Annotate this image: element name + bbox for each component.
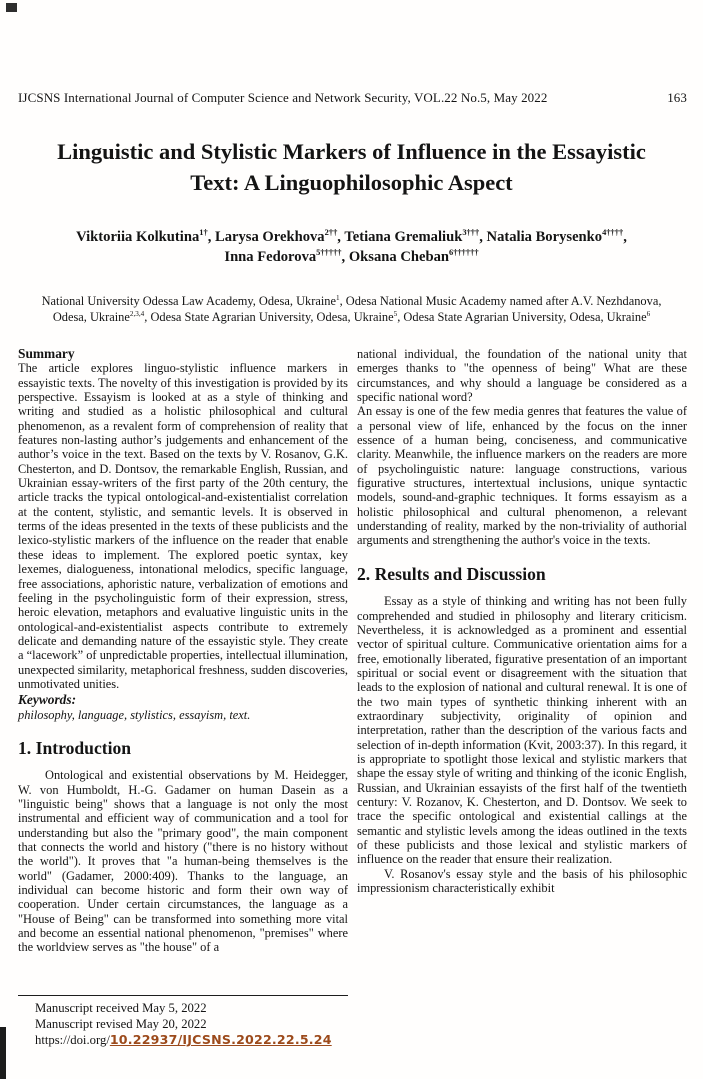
paragraph: An essay is one of the few media genres that features the value of a personal view of life, enhanced by the focus on the inner essence of a human being, conciseness, and communicative clarity. Meanwhile, the influence markers on the readers are more of psycholinguistic nature: language constructions, various figurative structures, intertextual inclusions, unique syntactic models, sound-and-graphic techniques. It forms essayism as a holistic philosophical and cultural phenomenon, a relevant understanding of reality, marked by the non-triviality of authorial arguments and strengthening the author's voice in the texts.	[357, 404, 687, 548]
right-column-top	[357, 347, 687, 548]
manuscript-revised-line: Manuscript revised May 20, 2022	[35, 1016, 207, 1031]
paper-title: Linguistic and Stylistic Markers of Influence in the Essayistic Text: A Linguophilosophic Aspect	[57, 139, 646, 196]
journal-header-line: IJCSNS International Journal of Computer Science and Network Security, VOL.22 No.5, May 2022	[18, 90, 548, 105]
section-heading-introduction: 1. Introduction	[18, 737, 132, 758]
doi-line	[18, 1032, 348, 1049]
manuscript-received-line: Manuscript received May 5, 2022	[35, 1001, 207, 1016]
paragraph: V. Rosanov's essay style and the basis of his philosophic impressionism characteristically exhibit	[357, 866, 687, 896]
keywords-text: philosophy, language, stylistics, essayism, text.	[18, 707, 251, 722]
affiliations: National University Odessa Law Academy, Odesa, Ukraine$^1$, Odesa National Music Academy named after A.V. Nezhdanova, Odesa, Ukraine$^{2,3,4}$, Odesa State Agrarian University, Odesa, Ukraine$^5$, Odesa State Agrarian University, Odesa, Ukraine$^6$	[41, 293, 662, 325]
right-column-bottom	[357, 594, 687, 895]
paragraph: Essay as a style of thinking and writing has not been fully comprehended and studied in philosophy and literary criticism. Nevertheless, it is acknowledged as a prominent and essential vector of spiritual culture. Communicative orientation aims for a free, emotionally liberated, figurative presentation of an important spiritual or social event or disagreement with the situation that leads to the explosion of national and cultural renewal. It is one of the two main types of synthetic thinking inherent with an extraordinary subjectivity, originality of opinion and interpretation, rather than the description of the various facts and selection of in-depth information (Kvit, 2003:37). In this regard, it is appropriate to spotlight those lexical and stylistic markers that shape the essay style of writing and thinking of the iconic English, Russian, and Ukrainian essayists of the first half of the twentieth century: V. Rozanov, K. Chesterton, and D. Dontsov. We seek to trace the specific ontological and existential callings at the semantic and stylistic levels among the ideas outlined in the texts of these publicists and those lexical and stylistic markers of influence on the reader that ensure their realization.	[357, 594, 687, 867]
footnote-divider	[18, 995, 348, 996]
paragraph: national individual, the foundation of the national unity that emerges thanks to "the openness of being" What are these circumstances, and why should a language be considered as a specific national word?	[357, 347, 687, 405]
authors-line-2: Inna Fedorova$^{5\dagger\dagger\dagger\dagger\dagger}$, Oksana Cheban$^{6\dagger\dagger\dagger\dagger\dagger\dagger}$	[224, 247, 479, 266]
left-column	[18, 347, 348, 1079]
page-number: 163	[667, 90, 687, 105]
doi-prefix: https://doi.org/	[35, 1033, 110, 1048]
summary-heading: Summary	[18, 346, 75, 361]
introduction-paragraph: Ontological and existential observations by M. Heidegger, W. von Humboldt, H.-G. Gadamer on human Dasein as a "linguistic being" shows that a language is not only the most instrumental and efficient way of communication and a tool for understanding but also the "primary good", the main component that connects the world and history ("there is no history without the world"). It proves that "a human-being themselves is the world" (Gadamer, 2000:409). Thanks to the language, an individual can become historic and form their own way of cooperation. Under certain circumstances, the language as a "House of Being" can be transformed into something more vital and become an essential national phenomenon, "premises" where the worldview serves as "the house" of a	[18, 768, 348, 955]
authors-line-1: Viktoriia Kolkutina$^{1\dagger}$, Larysa Orekhova$^{2\dagger\dagger}$, Tetiana Gremaliuk$^{3\dagger\dagger\dagger}$, Natalia Borysenko$^{4\dagger\dagger\dagger\dagger}$,	[76, 227, 627, 245]
summary-paragraph: The article explores linguo-stylistic influence markers in essayistic texts. The novelty of this investigation is provided by its perspective. Essayism is looked at as a style of thinking and writing and studied as a holistic philosophical and cultural phenomenon, as a revalent form of comprehension of reality that features non-lasting author’s judgements and enhancement of the author’s voice in the text. Based on the texts by V. Rosanov, G.K. Chesterton, and D. Dontsov, the remarkable English, Russian, and Ukrainian essay-writers of the first party of the 20th century, the article tracks the typical ontological-and-existentialist correlation at the content, stylistic, and semantic levels. It is observed in terms of the ideas presented in the texts of these publicists and the lexico-stylistic markers of the influence on the reader that enable these ideas to implement. The explored poetic syntax, key lexemes, dialogueness, intonational melodics, specific language, free associations, aphoristic nature, verbalization of emotions and feeling in the psycholinguistic form of their expression, stress, heroic elevation, metaphors and evaluative linguistic units in the ontological-and-existentialist aspects contribute to extremely delicate and demanding nature of the essayistic style. They create a “lacework” of unpredictable properties, intellectual illumination, unexpected similarity, metaphorical freshness, sudden discoveries, unmotivated unities.	[18, 361, 348, 691]
authors-block	[20, 227, 683, 268]
two-column-body	[18, 347, 687, 1079]
section-heading-results: 2. Results and Discussion	[357, 563, 546, 584]
doi-link[interactable]: 10.22937/IJCSNS.2022.22.5.24	[109, 1032, 332, 1048]
right-column	[357, 347, 687, 1079]
scan-artifact-top-left	[6, 3, 17, 12]
page-header	[18, 90, 687, 106]
manuscript-footnote	[18, 995, 348, 1049]
keywords-heading: Keywords:	[18, 692, 77, 708]
scan-artifact-bottom-left	[0, 1027, 6, 1079]
